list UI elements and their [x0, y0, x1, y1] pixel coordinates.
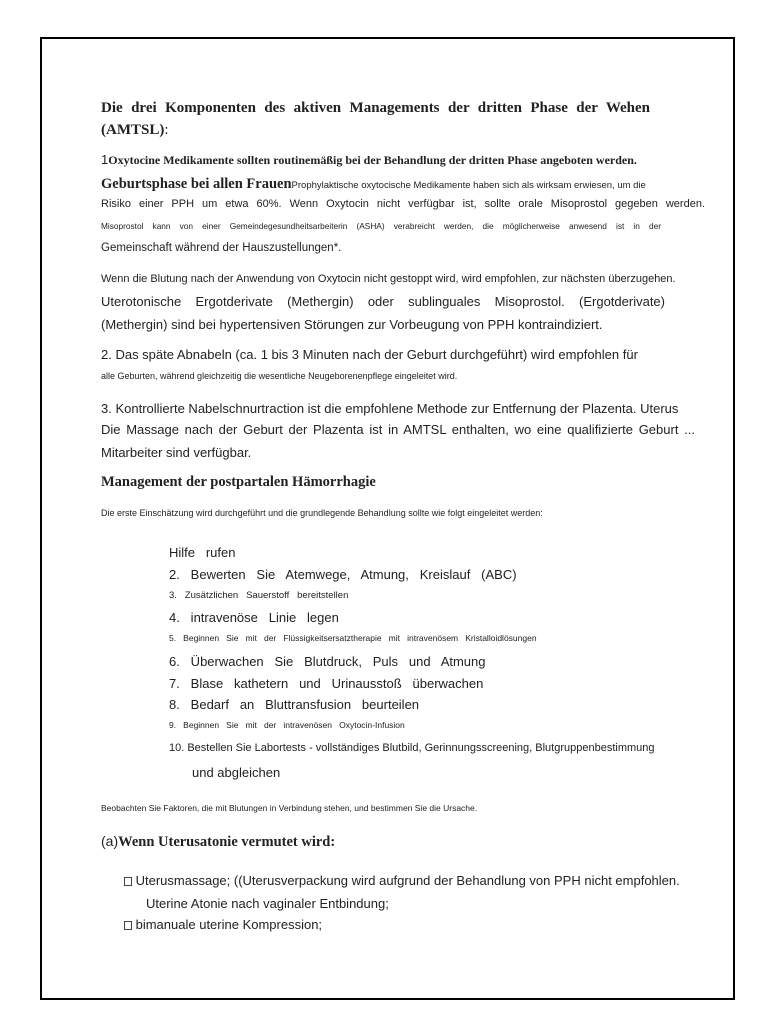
p2-line-3: (Methergin) sind bei hypertensiven Störungen zur Vorbeugung von PPH kontraindiziert.: [101, 317, 603, 332]
p1-line-4: Misoprostol kann von einer Gemeindegesundheitsarbeiterin (ASHA) verabreicht werden, die möglicherweise anwesend ist in der: [101, 221, 661, 231]
bullet-text: Uterusmassage; ((Uterusverpackung wird aufgrund der Behandlung von PPH nicht empfohlen.: [132, 873, 680, 888]
missing-glyph-box-icon: [124, 877, 132, 886]
title-acronym: (AMTSL): [101, 122, 165, 138]
section-a-title: Wenn Uterusatonie vermutet wird:: [118, 834, 336, 850]
p3-line-2: alle Geburten, während gleichzeitig die wesentliche Neugeborenenpflege eingeleitet wird.: [101, 371, 458, 381]
bullet-item: [124, 873, 680, 888]
bullet-item: [124, 917, 322, 932]
p1-line-2: [101, 175, 646, 193]
section-a-prefix: (a): [101, 833, 119, 849]
bullet-continuation: Uterine Atonie nach vaginaler Entbindung;: [146, 896, 389, 911]
list-item: 10. Bestellen Sie Labortests - vollständiges Blutbild, Gerinnungsscreening, Blutgruppenbestimmung: [169, 742, 655, 754]
p3-line-1: 2. Das späte Abnabeln (ca. 1 bis 3 Minuten nach der Geburt durchgeführt) wird empfohlen für: [101, 347, 638, 362]
title-line-2: [101, 122, 169, 139]
list-item: 9. Beginnen Sie mit der intravenösen Oxytocin-Infusion: [169, 720, 405, 730]
list-item: 4. intravenöse Linie legen: [169, 610, 339, 625]
observe-note: Beobachten Sie Faktoren, die mit Blutungen in Verbindung stehen, und bestimmen Sie die Ursache.: [101, 803, 478, 813]
list-item: 2. Bewerten Sie Atemwege, Atmung, Kreislauf (ABC): [169, 567, 517, 582]
section-heading-pph: Management der postpartalen Hämorrhagie: [101, 474, 376, 490]
list-item: 5. Beginnen Sie mit der Flüssigkeitsersatztherapie mit intravenösem Kristalloidlösungen: [169, 633, 537, 643]
list-item: 6. Überwachen Sie Blutdruck, Puls und Atmung: [169, 654, 486, 669]
p1-line-2-small: Prophylaktische oxytocische Medikamente haben sich als wirksam erwiesen, um die: [291, 180, 646, 191]
p1-line-2-bold: Geburtsphase bei allen Frauen: [101, 176, 292, 192]
p2-line-2: Uterotonische Ergotderivate (Methergin) oder sublinguales Misoprostol. (Ergotderivate): [101, 294, 665, 309]
title-line-1: Die drei Komponenten des aktiven Managements der dritten Phase der Wehen: [101, 100, 650, 116]
p2-line-1: Wenn die Blutung nach der Anwendung von Oxytocin nicht gestoppt wird, wird empfohlen, zur nächsten überzugehen.: [101, 273, 676, 285]
p4-line-2: Die Massage nach der Geburt der Plazenta ist in AMTSL enthalten, wo eine qualifizierte Geburt ...: [101, 422, 695, 437]
title-colon: :: [164, 122, 169, 138]
p4-line-1: 3. Kontrollierte Nabelschnurtraction ist die empfohlene Methode zur Entfernung der Plazenta. Uterus: [101, 401, 679, 416]
p1-number: 1: [101, 152, 109, 167]
list-item: 7. Blase kathetern und Urinausstoß überwachen: [169, 676, 484, 691]
p1-line-3: Risiko einer PPH um etwa 60%. Wenn Oxytocin nicht verfügbar ist, sollte orale Misoprostol gegeben werden.: [101, 198, 705, 210]
p1-line-1: [101, 152, 637, 168]
p4-line-3: Mitarbeiter sind verfügbar.: [101, 445, 252, 460]
section-a-heading: [101, 833, 335, 851]
list-item: Hilfe rufen: [169, 545, 236, 560]
list-item-continuation: und abgleichen: [192, 765, 281, 780]
list-item: 8. Bedarf an Bluttransfusion beurteilen: [169, 697, 420, 712]
p1-line-5: Gemeinschaft während der Hauszustellungen*.: [101, 242, 342, 254]
missing-glyph-box-icon: [124, 921, 132, 930]
p1-line-1-text: Oxytocine Medikamente sollten routinemäßig bei der Behandlung der dritten Phase angeboten werden.: [108, 153, 637, 167]
bullet-text: bimanuale uterine Kompression;: [132, 917, 323, 932]
intro-assessment: Die erste Einschätzung wird durchgeführt und die grundlegende Behandlung sollte wie folgt eingeleitet werden:: [101, 508, 543, 518]
list-item: 3. Zusätzlichen Sauerstoff bereitstellen: [169, 590, 349, 601]
